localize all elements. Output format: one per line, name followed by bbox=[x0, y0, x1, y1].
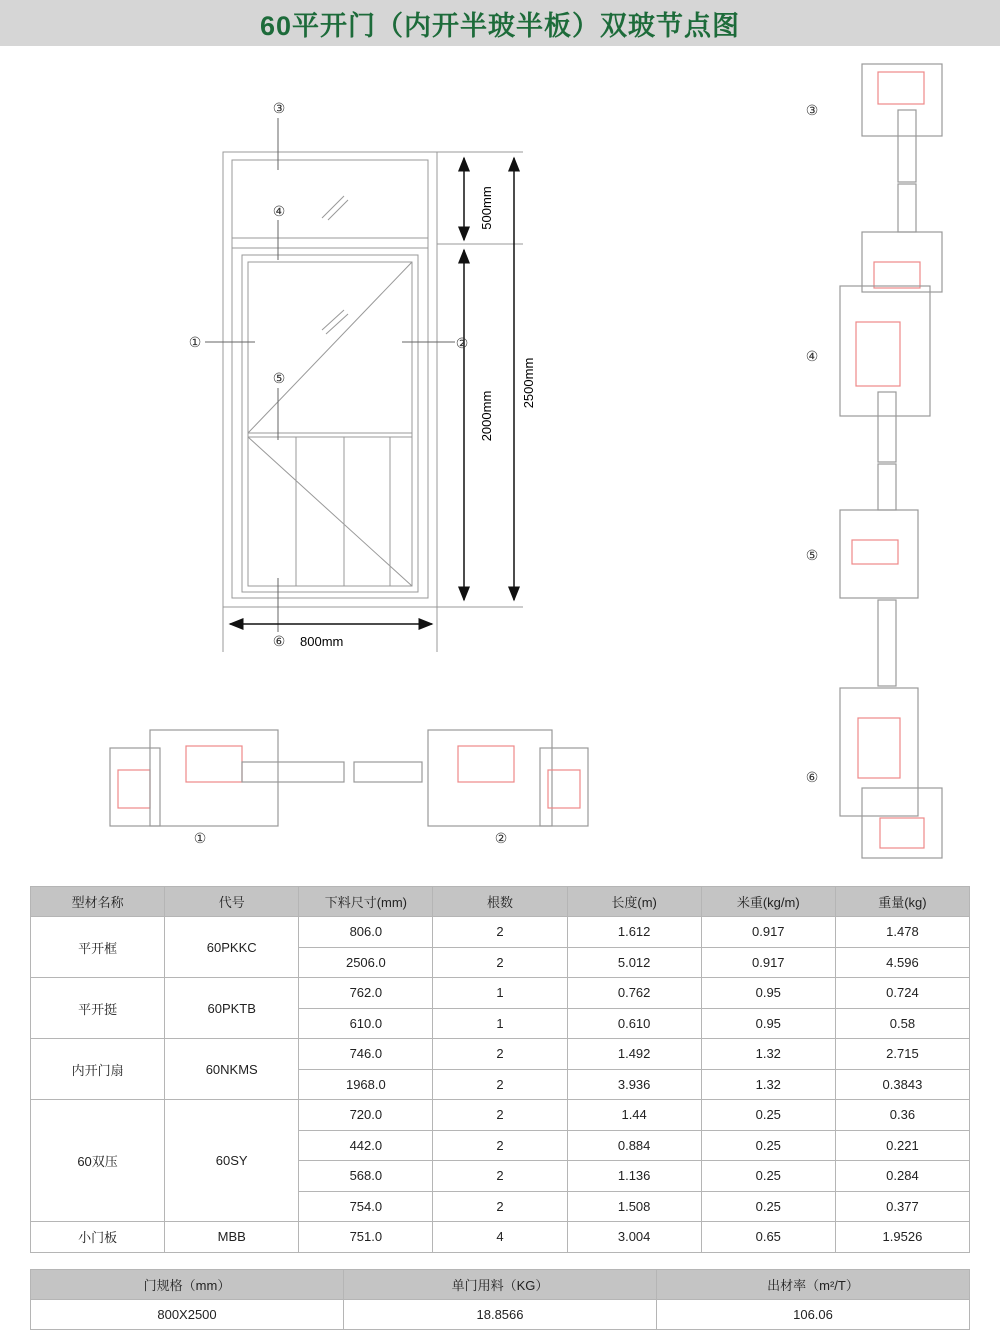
marker-4: ④ bbox=[272, 203, 286, 219]
width-label: 800mm bbox=[300, 634, 344, 649]
profile-code-cell: 60PKTB bbox=[165, 978, 299, 1039]
side-node-label-5: ⑤ bbox=[805, 547, 819, 563]
summary-header-row bbox=[31, 1270, 970, 1300]
profile-code-cell: 60PKKC bbox=[165, 917, 299, 978]
table-cell: 3.004 bbox=[567, 1222, 701, 1253]
summary-value: 18.8566 bbox=[344, 1300, 657, 1330]
table-cell: 1.32 bbox=[701, 1039, 835, 1070]
table-cell: 0.95 bbox=[701, 1008, 835, 1039]
table-cell: 0.917 bbox=[701, 917, 835, 948]
table-row bbox=[31, 1222, 970, 1253]
table-row bbox=[31, 1100, 970, 1131]
table-cell: 0.284 bbox=[835, 1161, 969, 1192]
side-node-label-6: ⑥ bbox=[805, 769, 819, 785]
table-cell: 4 bbox=[433, 1222, 567, 1253]
table-cell: 0.95 bbox=[701, 978, 835, 1009]
side-node-label-4: ④ bbox=[805, 348, 819, 364]
table-cell: 1.478 bbox=[835, 917, 969, 948]
table-header-cell: 下料尺寸(mm) bbox=[299, 887, 433, 917]
marker-6: ⑥ bbox=[272, 633, 286, 649]
side-node-label-3: ③ bbox=[805, 102, 819, 118]
table-cell: 0.65 bbox=[701, 1222, 835, 1253]
table-cell: 1.612 bbox=[567, 917, 701, 948]
table-cell: 0.884 bbox=[567, 1130, 701, 1161]
marker-2: ② bbox=[455, 335, 469, 351]
profile-name-cell: 平开挺 bbox=[31, 978, 165, 1039]
table-header-cell: 米重(kg/m) bbox=[701, 887, 835, 917]
table-header-cell: 重量(kg) bbox=[835, 887, 969, 917]
profile-code-cell: 60SY bbox=[165, 1100, 299, 1222]
table-cell: 762.0 bbox=[299, 978, 433, 1009]
summary-row bbox=[31, 1300, 970, 1330]
marker-3: ③ bbox=[272, 100, 286, 116]
table-cell: 5.012 bbox=[567, 947, 701, 978]
summary-header: 出材率（m²/T） bbox=[657, 1270, 970, 1300]
table-cell: 2 bbox=[433, 1130, 567, 1161]
table-cell: 2.715 bbox=[835, 1039, 969, 1070]
summary-header: 单门用料（KG） bbox=[344, 1270, 657, 1300]
table-cell: 2 bbox=[433, 917, 567, 948]
table-cell: 1.508 bbox=[567, 1191, 701, 1222]
bottom-node-label-2: ② bbox=[494, 830, 508, 846]
summary-value: 800X2500 bbox=[31, 1300, 344, 1330]
table-cell: 0.221 bbox=[835, 1130, 969, 1161]
table-cell: 4.596 bbox=[835, 947, 969, 978]
table-cell: 2506.0 bbox=[299, 947, 433, 978]
table-cell: 568.0 bbox=[299, 1161, 433, 1192]
table-cell: 2 bbox=[433, 1161, 567, 1192]
table-cell: 442.0 bbox=[299, 1130, 433, 1161]
table-cell: 0.25 bbox=[701, 1100, 835, 1131]
table-cell: 1968.0 bbox=[299, 1069, 433, 1100]
profile-code-cell: MBB bbox=[165, 1222, 299, 1253]
table-cell: 1 bbox=[433, 1008, 567, 1039]
bottom-node-label-1: ① bbox=[193, 830, 207, 846]
door-height-label: 2000mm bbox=[479, 390, 494, 442]
table-header-cell: 长度(m) bbox=[567, 887, 701, 917]
table-cell: 0.25 bbox=[701, 1130, 835, 1161]
table-cell: 0.724 bbox=[835, 978, 969, 1009]
bottom-node-sections bbox=[110, 730, 588, 826]
marker-5: ⑤ bbox=[272, 370, 286, 386]
table-cell: 751.0 bbox=[299, 1222, 433, 1253]
table-cell: 0.25 bbox=[701, 1191, 835, 1222]
table-cell: 1.136 bbox=[567, 1161, 701, 1192]
material-table bbox=[30, 886, 970, 1253]
table-cell: 1.32 bbox=[701, 1069, 835, 1100]
door-elevation bbox=[205, 118, 523, 652]
table-cell: 610.0 bbox=[299, 1008, 433, 1039]
table-header-cell: 型材名称 bbox=[31, 887, 165, 917]
table-cell: 1.44 bbox=[567, 1100, 701, 1131]
summary-table bbox=[30, 1269, 970, 1330]
table-cell: 0.36 bbox=[835, 1100, 969, 1131]
summary-header: 门规格（mm） bbox=[31, 1270, 344, 1300]
table-row bbox=[31, 1039, 970, 1070]
table-cell: 0.58 bbox=[835, 1008, 969, 1039]
table-cell: 2 bbox=[433, 1191, 567, 1222]
table-cell: 1.492 bbox=[567, 1039, 701, 1070]
table-cell: 0.3843 bbox=[835, 1069, 969, 1100]
table-cell: 1.9526 bbox=[835, 1222, 969, 1253]
profile-name-cell: 内开门扇 bbox=[31, 1039, 165, 1100]
table-cell: 746.0 bbox=[299, 1039, 433, 1070]
total-height-label: 2500mm bbox=[521, 357, 536, 409]
dimension-arrows bbox=[230, 158, 514, 624]
table-cell: 3.936 bbox=[567, 1069, 701, 1100]
profile-name-cell: 小门板 bbox=[31, 1222, 165, 1253]
table-cell: 0.25 bbox=[701, 1161, 835, 1192]
profile-name-cell: 60双压 bbox=[31, 1100, 165, 1222]
table-cell: 2 bbox=[433, 1100, 567, 1131]
table-cell: 0.377 bbox=[835, 1191, 969, 1222]
table-header-cell: 代号 bbox=[165, 887, 299, 917]
table-cell: 2 bbox=[433, 1039, 567, 1070]
table-cell: 806.0 bbox=[299, 917, 433, 948]
table-cell: 720.0 bbox=[299, 1100, 433, 1131]
transom-height-label: 500mm bbox=[479, 186, 494, 230]
marker-1: ① bbox=[188, 334, 202, 350]
table-header-row bbox=[31, 887, 970, 917]
table-cell: 0.917 bbox=[701, 947, 835, 978]
table-row bbox=[31, 978, 970, 1009]
table-cell: 0.762 bbox=[567, 978, 701, 1009]
summary-value: 106.06 bbox=[657, 1300, 970, 1330]
table-cell: 0.610 bbox=[567, 1008, 701, 1039]
table-cell: 1 bbox=[433, 978, 567, 1009]
table-cell: 2 bbox=[433, 947, 567, 978]
table-cell: 2 bbox=[433, 1069, 567, 1100]
profile-code-cell: 60NKMS bbox=[165, 1039, 299, 1100]
page-title: 60平开门（内开半玻半板）双玻节点图 bbox=[259, 10, 741, 41]
table-cell: 754.0 bbox=[299, 1191, 433, 1222]
profile-name-cell: 平开框 bbox=[31, 917, 165, 978]
table-header-cell: 根数 bbox=[433, 887, 567, 917]
side-node-sections bbox=[840, 64, 942, 858]
table-row bbox=[31, 917, 970, 948]
